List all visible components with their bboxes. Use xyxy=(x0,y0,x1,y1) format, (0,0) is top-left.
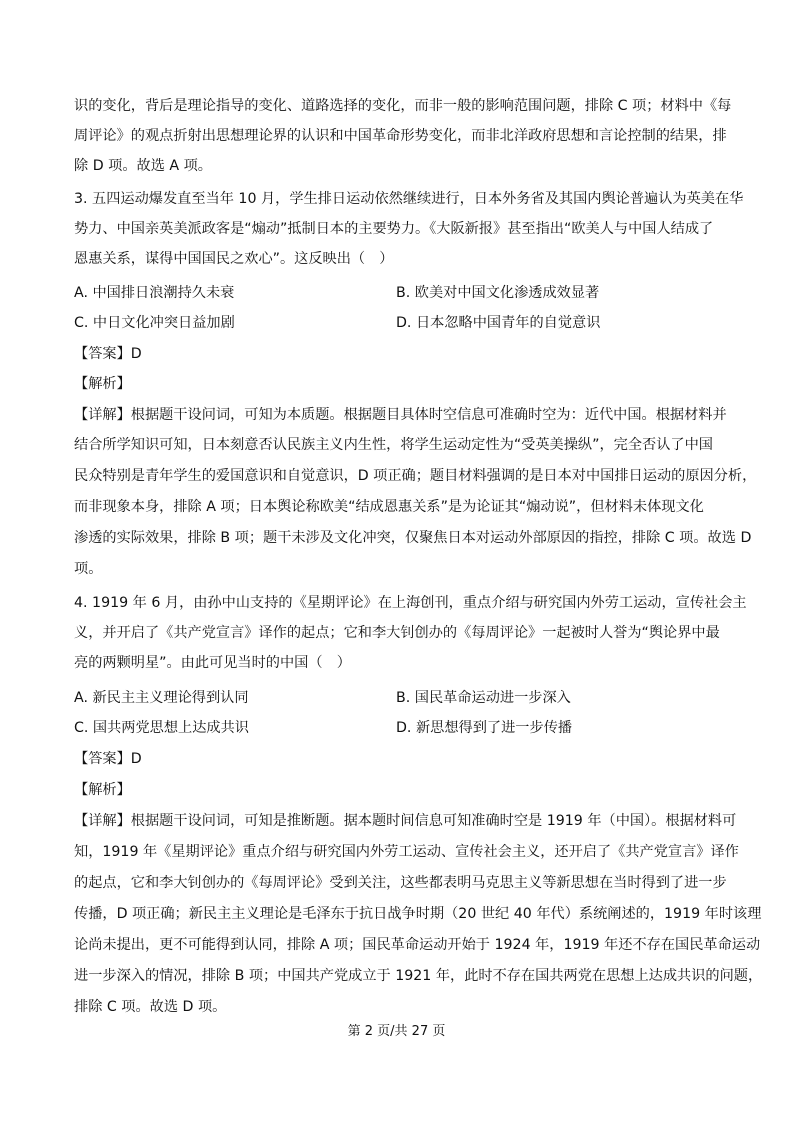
question-4-detail: 论尚未提出，更不可能得到认同，排除 A 项；国民革命运动开始于 1924 年，1919 年还不存在国民革命运动 xyxy=(74,937,761,953)
question-3-detail: 民众特别是青年学生的爱国意识和自觉意识，D 项正确；题目材料强调的是日本对中国排日运动的原因分析， xyxy=(74,468,757,484)
question-4-detail: 的起点，它和李大钊创办的《每周评论》受到关注，这些都表明马克思主义等新思想在当时得到了进一步 xyxy=(74,875,727,891)
question-4-option-a: A. 新民主主义理论得到认同 xyxy=(74,690,249,706)
question-3-stem: 3. 五四运动爆发直至当年 10 月，学生排日运动依然继续进行，日本外务省及其国内舆论普遍认为英美在华 xyxy=(74,191,744,207)
question-3-option-a: A. 中国排日浪潮持久未衰 xyxy=(74,285,235,301)
question-4-analysis-label: 【解析】 xyxy=(74,782,131,798)
question-3-option-c: C. 中日文化冲突日益加剧 xyxy=(74,315,235,331)
question-4-option-d: D. 新思想得到了进一步传播 xyxy=(396,720,573,736)
question-4-option-b: B. 国民革命运动进一步深入 xyxy=(396,690,571,706)
question-4-detail: 进一步深入的情况，排除 B 项；中国共产党成立于 1921 年，此时不存在国共两党在思想上达成共识的问题， xyxy=(74,968,763,984)
question-4-detail: 传播，D 项正确；新民主主义理论是毛泽东于抗日战争时期（20 世纪 40 年代）系统阐述的，1919 年时该理 xyxy=(74,906,762,922)
question-3-stem: 势力、中国亲英美派政客是“煽动”抵制日本的主要势力。《大阪新报》甚至指出“欧美人与中国人结成了 xyxy=(74,221,714,237)
question-4-detail: 知，1919 年《星期评论》重点介绍与研究国内外劳工运动、宣传社会主义，还开启了《共产党宣言》译作 xyxy=(74,844,739,860)
page-number-footer: 第 2 页/共 27 页 xyxy=(347,1024,446,1039)
question-3-detail: 项。 xyxy=(74,561,103,577)
question-4-stem: 4. 1919 年 6 月，由孙中山支持的《星期评论》在上海创刊，重点介绍与研究国内外劳工运动，宣传社会主 xyxy=(74,595,747,611)
question-4-stem: 亮的两颗明星”。由此可见当时的中国（ ） xyxy=(74,655,351,671)
paragraph-line: 识的变化，背后是理论指导的变化、道路选择的变化，而非一般的影响范围问题，排除 C 项；材料中《每 xyxy=(74,98,732,114)
question-3-option-d: D. 日本忽略中国青年的自觉意识 xyxy=(396,315,601,331)
question-3-detail: 结合所学知识可知，日本刻意否认民族主义内生性，将学生运动定性为“受英美操纵”，完全否认了中国 xyxy=(74,437,713,453)
question-3-option-b: B. 欧美对中国文化渗透成效显著 xyxy=(396,285,600,301)
paragraph-line: 周评论》的观点折射出思想理论界的认识和中国革命形势变化，而非北洋政府思想和言论控制的结果，排 xyxy=(74,128,727,144)
question-4-detail: 排除 C 项。故选 D 项。 xyxy=(74,999,227,1015)
question-4-stem: 义，并开启了《共产党宣言》译作的起点；它和李大钊创办的《每周评论》一起被时人誉为“舆论界中最 xyxy=(74,625,720,641)
question-3-answer: 【答案】D xyxy=(74,346,142,362)
question-4-answer: 【答案】D xyxy=(74,751,142,767)
question-3-detail: 【详解】根据题干设问词，可知为本质题。根据题目具体时空信息可准确时空为：近代中国。根据材料并 xyxy=(74,407,727,423)
question-4-detail: 【详解】根据题干设问词，可知是推断题。据本题时间信息可知准确时空是 1919 年（中国）。根据材料可 xyxy=(74,813,737,829)
question-3-detail: 渗透的实际效果，排除 B 项；题干未涉及文化冲突，仅聚焦日本对运动外部原因的指控，排除 C 项。故选 D xyxy=(74,530,752,546)
question-3-stem: 恩惠关系，谋得中国国民之欢心”。这反映出（ ） xyxy=(74,251,394,267)
paragraph-line: 除 D 项。故选 A 项。 xyxy=(74,158,212,174)
question-4-option-c: C. 国共两党思想上达成共识 xyxy=(74,720,249,736)
question-3-analysis-label: 【解析】 xyxy=(74,376,131,392)
question-3-detail: 而非现象本身，排除 A 项；日本舆论称欧美“结成恩惠关系”是为论证其“煽动说”，但材料未体现文化 xyxy=(74,499,704,515)
